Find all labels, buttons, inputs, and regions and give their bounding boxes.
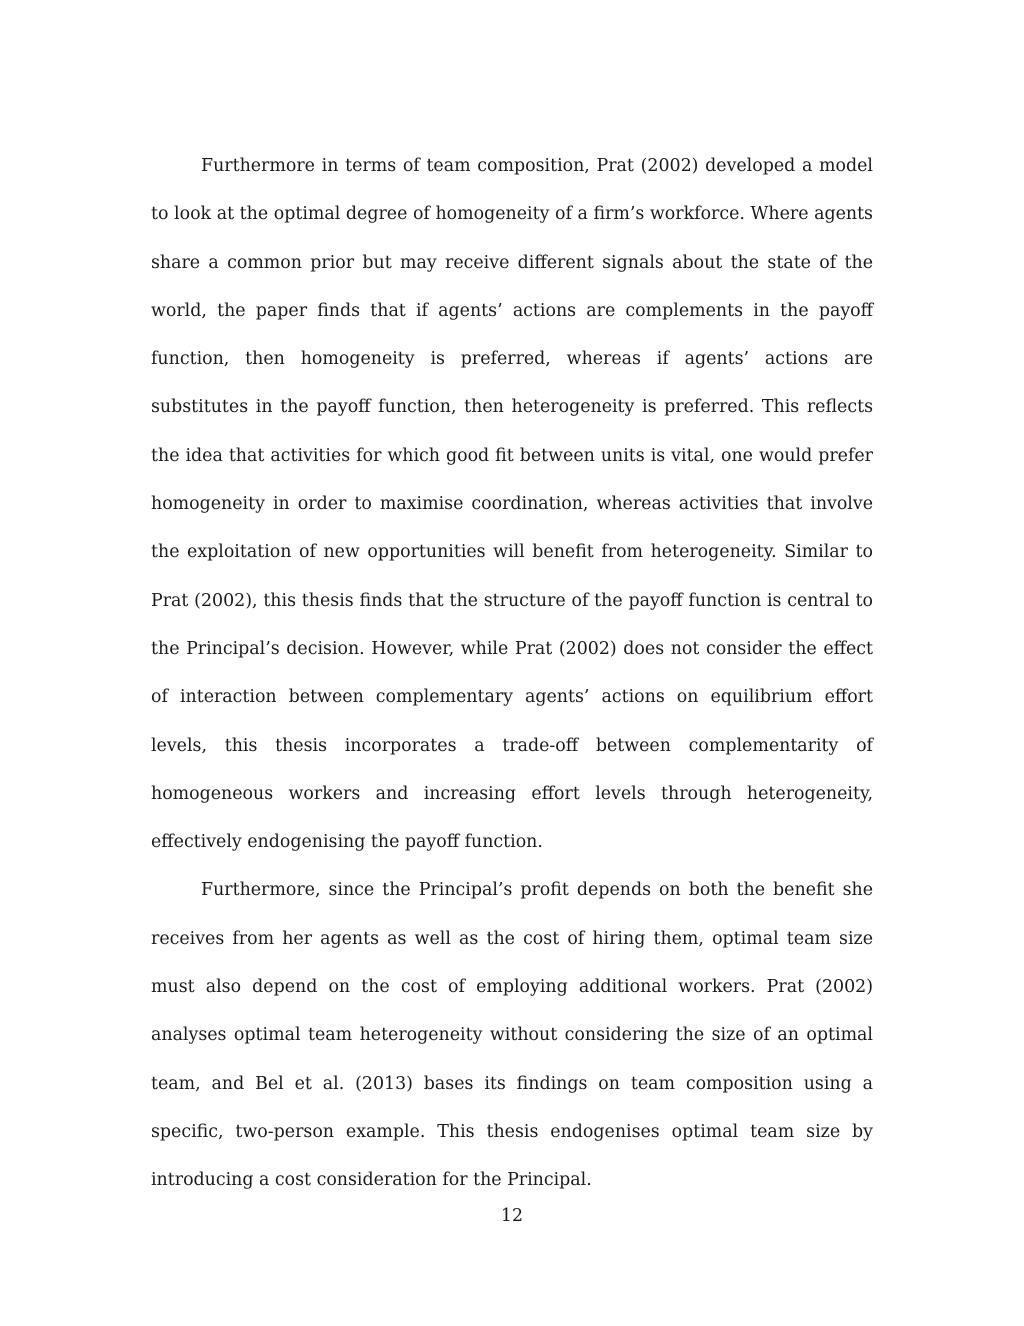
- paragraph-team-composition: Furthermore in terms of team composition, Prat (2002) developed a model to look at the optimal degree of homogeneity of a firm’s workforce. Where agents share a common prior but may receive different signals about the state of the world, the paper finds that if agents’ actions are complements in the payoff function, then homogeneity is preferred, whereas if agents’ actions are substitutes in the payoff function, then heterogeneity is preferred. This reflects the idea that activities for which good fit between units is vital, one would prefer homogeneity in order to maximise coordination, whereas activities that involve the exploitation of new opportunities will benefit from heterogeneity. Similar to Prat (2002), this thesis finds that the structure of the payoff function is central to the Principal’s decision. However, while Prat (2002) does not consider the effect of interaction between complementary agents’ actions on equilibrium effort levels, this thesis incorporates a trade-off between complementarity of homogeneous workers and increasing effort levels through heterogeneity, effectively endogenising the payoff function.: [151, 156, 873, 853]
- body-text: [151, 142, 873, 1205]
- page-number: 12: [500, 1206, 524, 1226]
- paragraph-team-size: Furthermore, since the Principal’s profit depends on both the benefit she receives from her agents as well as the cost of hiring them, optimal team size must also depend on the cost of employing additional workers. Prat (2002) analyses optimal team heterogeneity without considering the size of an optimal team, and Bel et al. (2013) bases its findings on team composition using a specific, two-person example. This thesis endogenises optimal team size by introducing a cost consideration for the Principal.: [151, 880, 873, 1191]
